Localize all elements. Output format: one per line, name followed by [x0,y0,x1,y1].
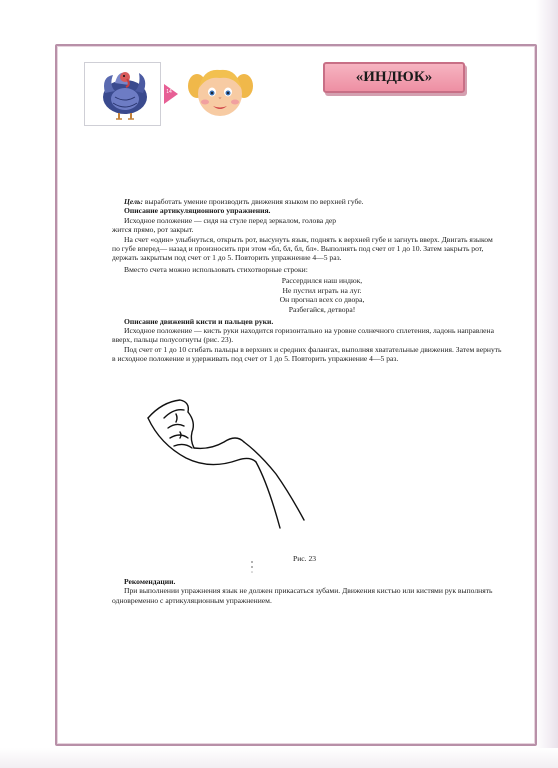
title-banner [323,62,465,93]
arrow-number: 14 [166,89,172,95]
hand-p2: Под счет от 1 до 10 сгибать пальцы в верхних и средних фалангах, выполняя хватательные движения. Затем вернуть в исходное положение и удерживать под счет от 1 до 5. Повторить упражнение 4—5 раз. [112,344,502,364]
figure-caption: Рис. 23 [293,554,317,563]
goal-paragraph [112,197,502,206]
turkey-picture [84,62,161,126]
recommendations-text: При выполнении упражнения язык не должен прикасаться зубами. Движения кистью или кистями рук выполнять одновременно с артикуляционным упражнением. [112,586,493,605]
poem-intro: Вместо счета можно использовать стихотворные строки: [124,264,308,274]
recommendations-heading: Рекомендации. [124,577,176,586]
scan-edge-bottom [0,748,558,768]
scan-edge-right [536,0,558,768]
hand-heading: Описание движений кисти и пальцев руки. [124,316,274,326]
artic-p1-line1: Исходное положение — сидя на стуле перед зеркалом, голова дер [124,215,337,225]
recommendations [112,577,502,605]
speck-icon [250,560,254,574]
poem-line: Разбегайся, детвора! [288,305,356,315]
girl-face-icon [183,62,258,124]
artic-p1-line2: жится прямо, рот закрыт. [112,225,194,235]
hand-figure [140,388,330,538]
hand-p1: Исходное положение — кисть руки находится горизонтально на уровне солнечного сплетения, ладонь направлена вверх, пальцы полусогнуты (рис. 23). [112,326,494,345]
goal-text: выработать умение производить движения языком по верхней губе. [142,197,364,206]
artic-p2: На счет «один» улыбнуться, открыть рот, высунуть язык, поднять к верхней губе и загнуть вверх. Двигать языком по губе вперед— назад и произносить при этом «бл, бл, бл, бл». Выполнять под счет от 1 до 10. Затем закрыть рот, держать закрытым под счет от 1 до 5. Повторить упражнение 4—5 раз. [112,234,493,263]
turkey-icon [85,63,160,125]
artic-heading: Описание артикуляционного упражнения. [124,206,271,216]
page-title: «ИНДЮК» [355,69,433,85]
goal-label: Цель: [124,197,143,206]
exercise-text [112,197,502,364]
poem-line: Рассердился наш индюк, [281,276,363,286]
poem [112,276,502,314]
hand-drawing-icon [140,388,330,538]
girl-face-picture [183,62,258,124]
poem-line: Не пустил играть на луг. [282,285,362,295]
scan-speck [250,560,254,574]
poem-line: Он прогнал всех со двора, [279,295,365,305]
